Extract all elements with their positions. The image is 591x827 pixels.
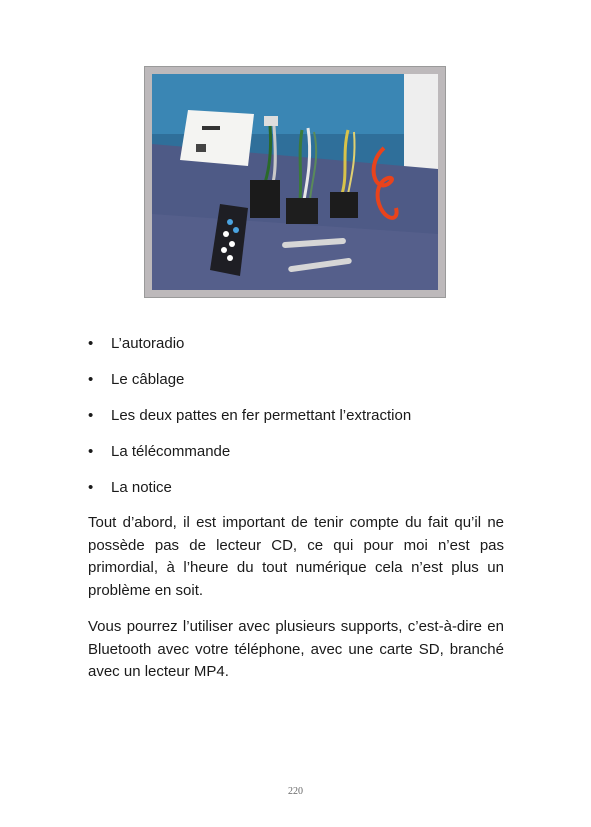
product-photo <box>145 67 445 297</box>
notice-sheet <box>180 110 254 166</box>
bullet-icon: • <box>88 443 94 460</box>
paragraph-supports: Vous pourrez l’utiliser avec plusieurs supports, c’est-à-dire en Bluetooth avec votre téléphone, avec une carte SD, branché avec un lecteur MP4. <box>88 618 504 681</box>
list-item-text: L’autoradio <box>111 335 185 352</box>
list-item-text: Le câblage <box>111 371 185 388</box>
bullet-icon: • <box>88 479 94 496</box>
list-item <box>88 405 508 441</box>
bullet-icon: • <box>88 407 94 424</box>
list-item <box>88 369 508 405</box>
list-item-text: Les deux pattes en fer permettant l’extraction <box>111 407 412 424</box>
list-item <box>88 477 508 513</box>
bullet-icon: • <box>88 371 94 388</box>
paragraph-cd: Tout d’abord, il est important de tenir compte du fait qu’il ne possède pas de lecteur CD, ce qui pour moi n’est pas primordial, à l’heure du tout numérique cela n’est plus un problème en soit. <box>88 514 504 599</box>
list-item-text: La télécommande <box>111 443 231 460</box>
list-item <box>88 441 508 477</box>
contents-list <box>88 333 508 513</box>
photo-contents <box>152 74 438 290</box>
page-number: 220 <box>288 786 303 797</box>
list-item-text: La notice <box>111 479 172 496</box>
list-item <box>88 333 508 369</box>
bullet-icon: • <box>88 335 94 352</box>
